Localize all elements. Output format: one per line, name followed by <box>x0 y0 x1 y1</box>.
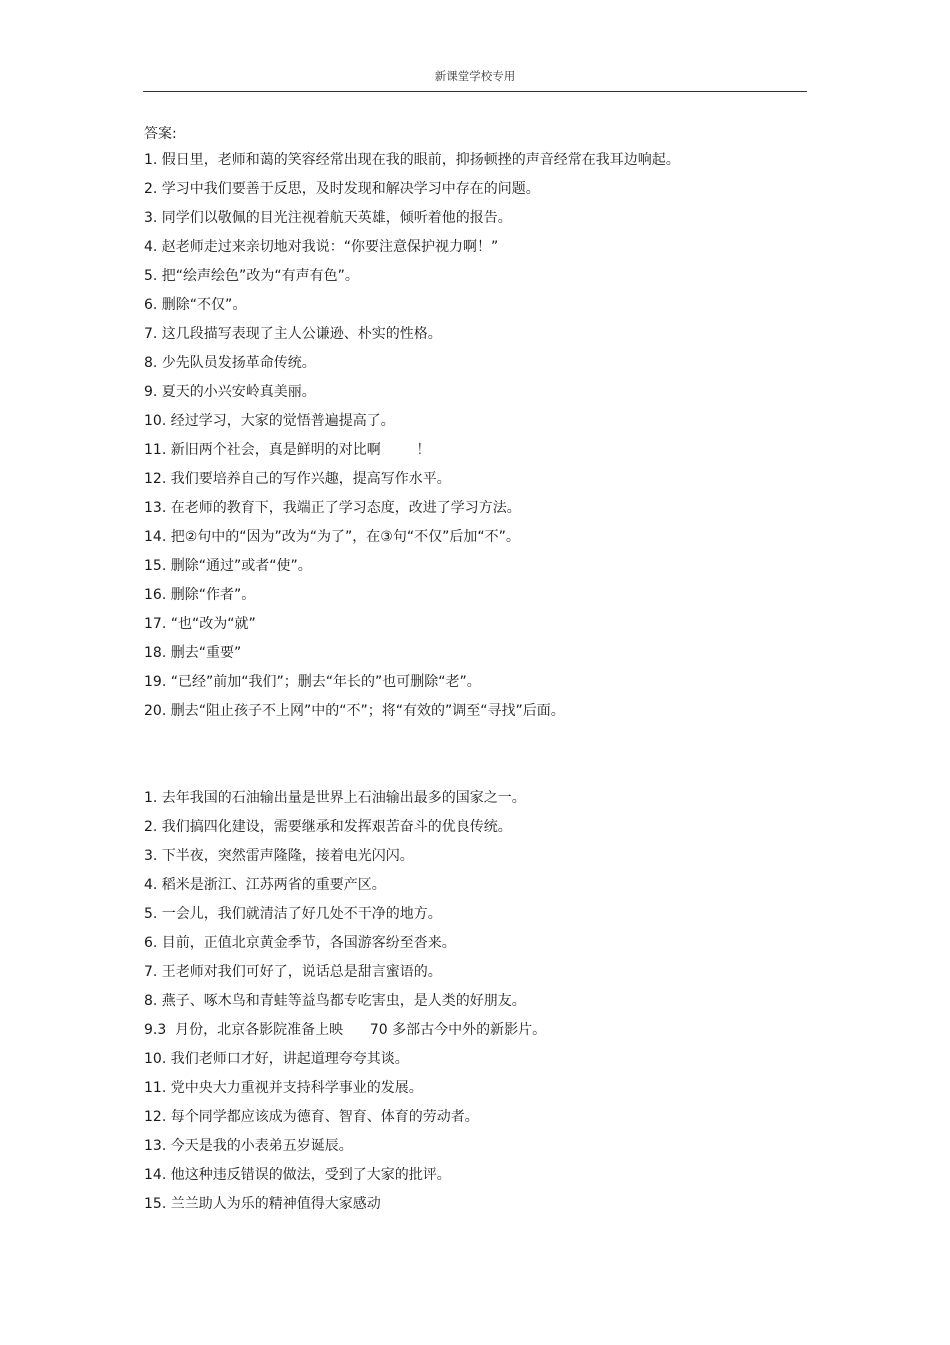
answer-item: 6. 删除“不仅”。 <box>144 297 247 313</box>
answer-item: 12. 我们要培养自己的写作兴趣，提高写作水平。 <box>144 471 451 487</box>
sentence-item: 1. 去年我国的石油输出量是世界上石油输出最多的国家之一。 <box>144 790 526 806</box>
sentence-item: 5. 一会儿，我们就清洁了好几处不干净的地方。 <box>144 906 442 922</box>
answer-item: 7. 这几段描写表现了主人公谦逊、朴实的性格。 <box>144 326 442 342</box>
sentences-section <box>144 784 546 1219</box>
sentence-item: 10. 我们老师口才好，讲起道理夸夸其谈。 <box>144 1051 409 1067</box>
sentence-item: 7. 王老师对我们可好了，说话总是甜言蜜语的。 <box>144 964 442 980</box>
header-title: 新课堂学校专用 <box>434 69 516 83</box>
sentence-item: 3. 下半夜，突然雷声隆隆，接着电光闪闪。 <box>144 848 414 864</box>
sentence-item: 8. 燕子、啄木鸟和青蛙等益鸟都专吃害虫，是人类的好朋友。 <box>144 993 526 1009</box>
answer-item: 16. 删除“作者”。 <box>144 587 256 603</box>
answer-item: 11. 新旧两个社会，真是鲜明的对比啊 ！ <box>144 442 431 458</box>
answer-item: 14. 把②句中的“因为”改为“为了”，在③句“不仅”后加“不”。 <box>144 529 520 545</box>
answer-item: 13. 在老师的教育下，我端正了学习态度，改进了学习方法。 <box>144 500 521 516</box>
answer-item: 19. “已经”前加“我们”；删去“年长的”也可删除“老”。 <box>144 674 481 690</box>
answer-item: 3. 同学们以敬佩的目光注视着航天英雄，倾听着他的报告。 <box>144 210 512 226</box>
answer-item: 5. 把“绘声绘色”改为“有声有色”。 <box>144 268 359 284</box>
page-header <box>143 64 807 92</box>
answer-item: 2. 学习中我们要善于反思，及时发现和解决学习中存在的问题。 <box>144 181 540 197</box>
sentence-item: 4. 稻米是浙江、江苏两省的重要产区。 <box>144 877 386 893</box>
answer-item: 8. 少先队员发扬革命传统。 <box>144 355 316 371</box>
answer-item: 20. 删去“阻止孩子不上网”中的“不”；将“有效的”调至“寻找”后面。 <box>144 703 565 719</box>
sentence-item: 11. 党中央大力重视并支持科学事业的发展。 <box>144 1080 423 1096</box>
answers-heading: 答案: <box>144 126 177 142</box>
answer-item: 10. 经过学习，大家的觉悟普遍提高了。 <box>144 413 395 429</box>
sentence-item: 2. 我们搞四化建设，需要继承和发挥艰苦奋斗的优良传统。 <box>144 819 512 835</box>
answer-item: 17. “也“改为“就” <box>144 616 256 632</box>
sentence-item: 12. 每个同学都应该成为德育、智育、体育的劳动者。 <box>144 1109 479 1125</box>
sentence-item: 6. 目前，正值北京黄金季节，各国游客纷至沓来。 <box>144 935 456 951</box>
sentence-item: 15. 兰兰助人为乐的精神值得大家感动 <box>144 1196 381 1212</box>
sentence-item: 9.3 月份，北京各影院准备上映 70 多部古今中外的新影片。 <box>144 1022 547 1038</box>
answer-item: 9. 夏天的小兴安岭真美丽。 <box>144 384 316 400</box>
answers-section <box>144 122 680 726</box>
answer-item: 4. 赵老师走过来亲切地对我说：“你要注意保护视力啊！” <box>144 239 499 255</box>
sentence-item: 13. 今天是我的小表弟五岁诞辰。 <box>144 1138 353 1154</box>
answer-item: 15. 删除“通过”或者“使”。 <box>144 558 312 574</box>
answer-item: 18. 删去“重要” <box>144 645 242 661</box>
answer-item: 1. 假日里，老师和蔼的笑容经常出现在我的眼前，抑扬顿挫的声音经常在我耳边响起。 <box>144 152 680 168</box>
sentence-item: 14. 他这种违反错误的做法，受到了大家的批评。 <box>144 1167 451 1183</box>
